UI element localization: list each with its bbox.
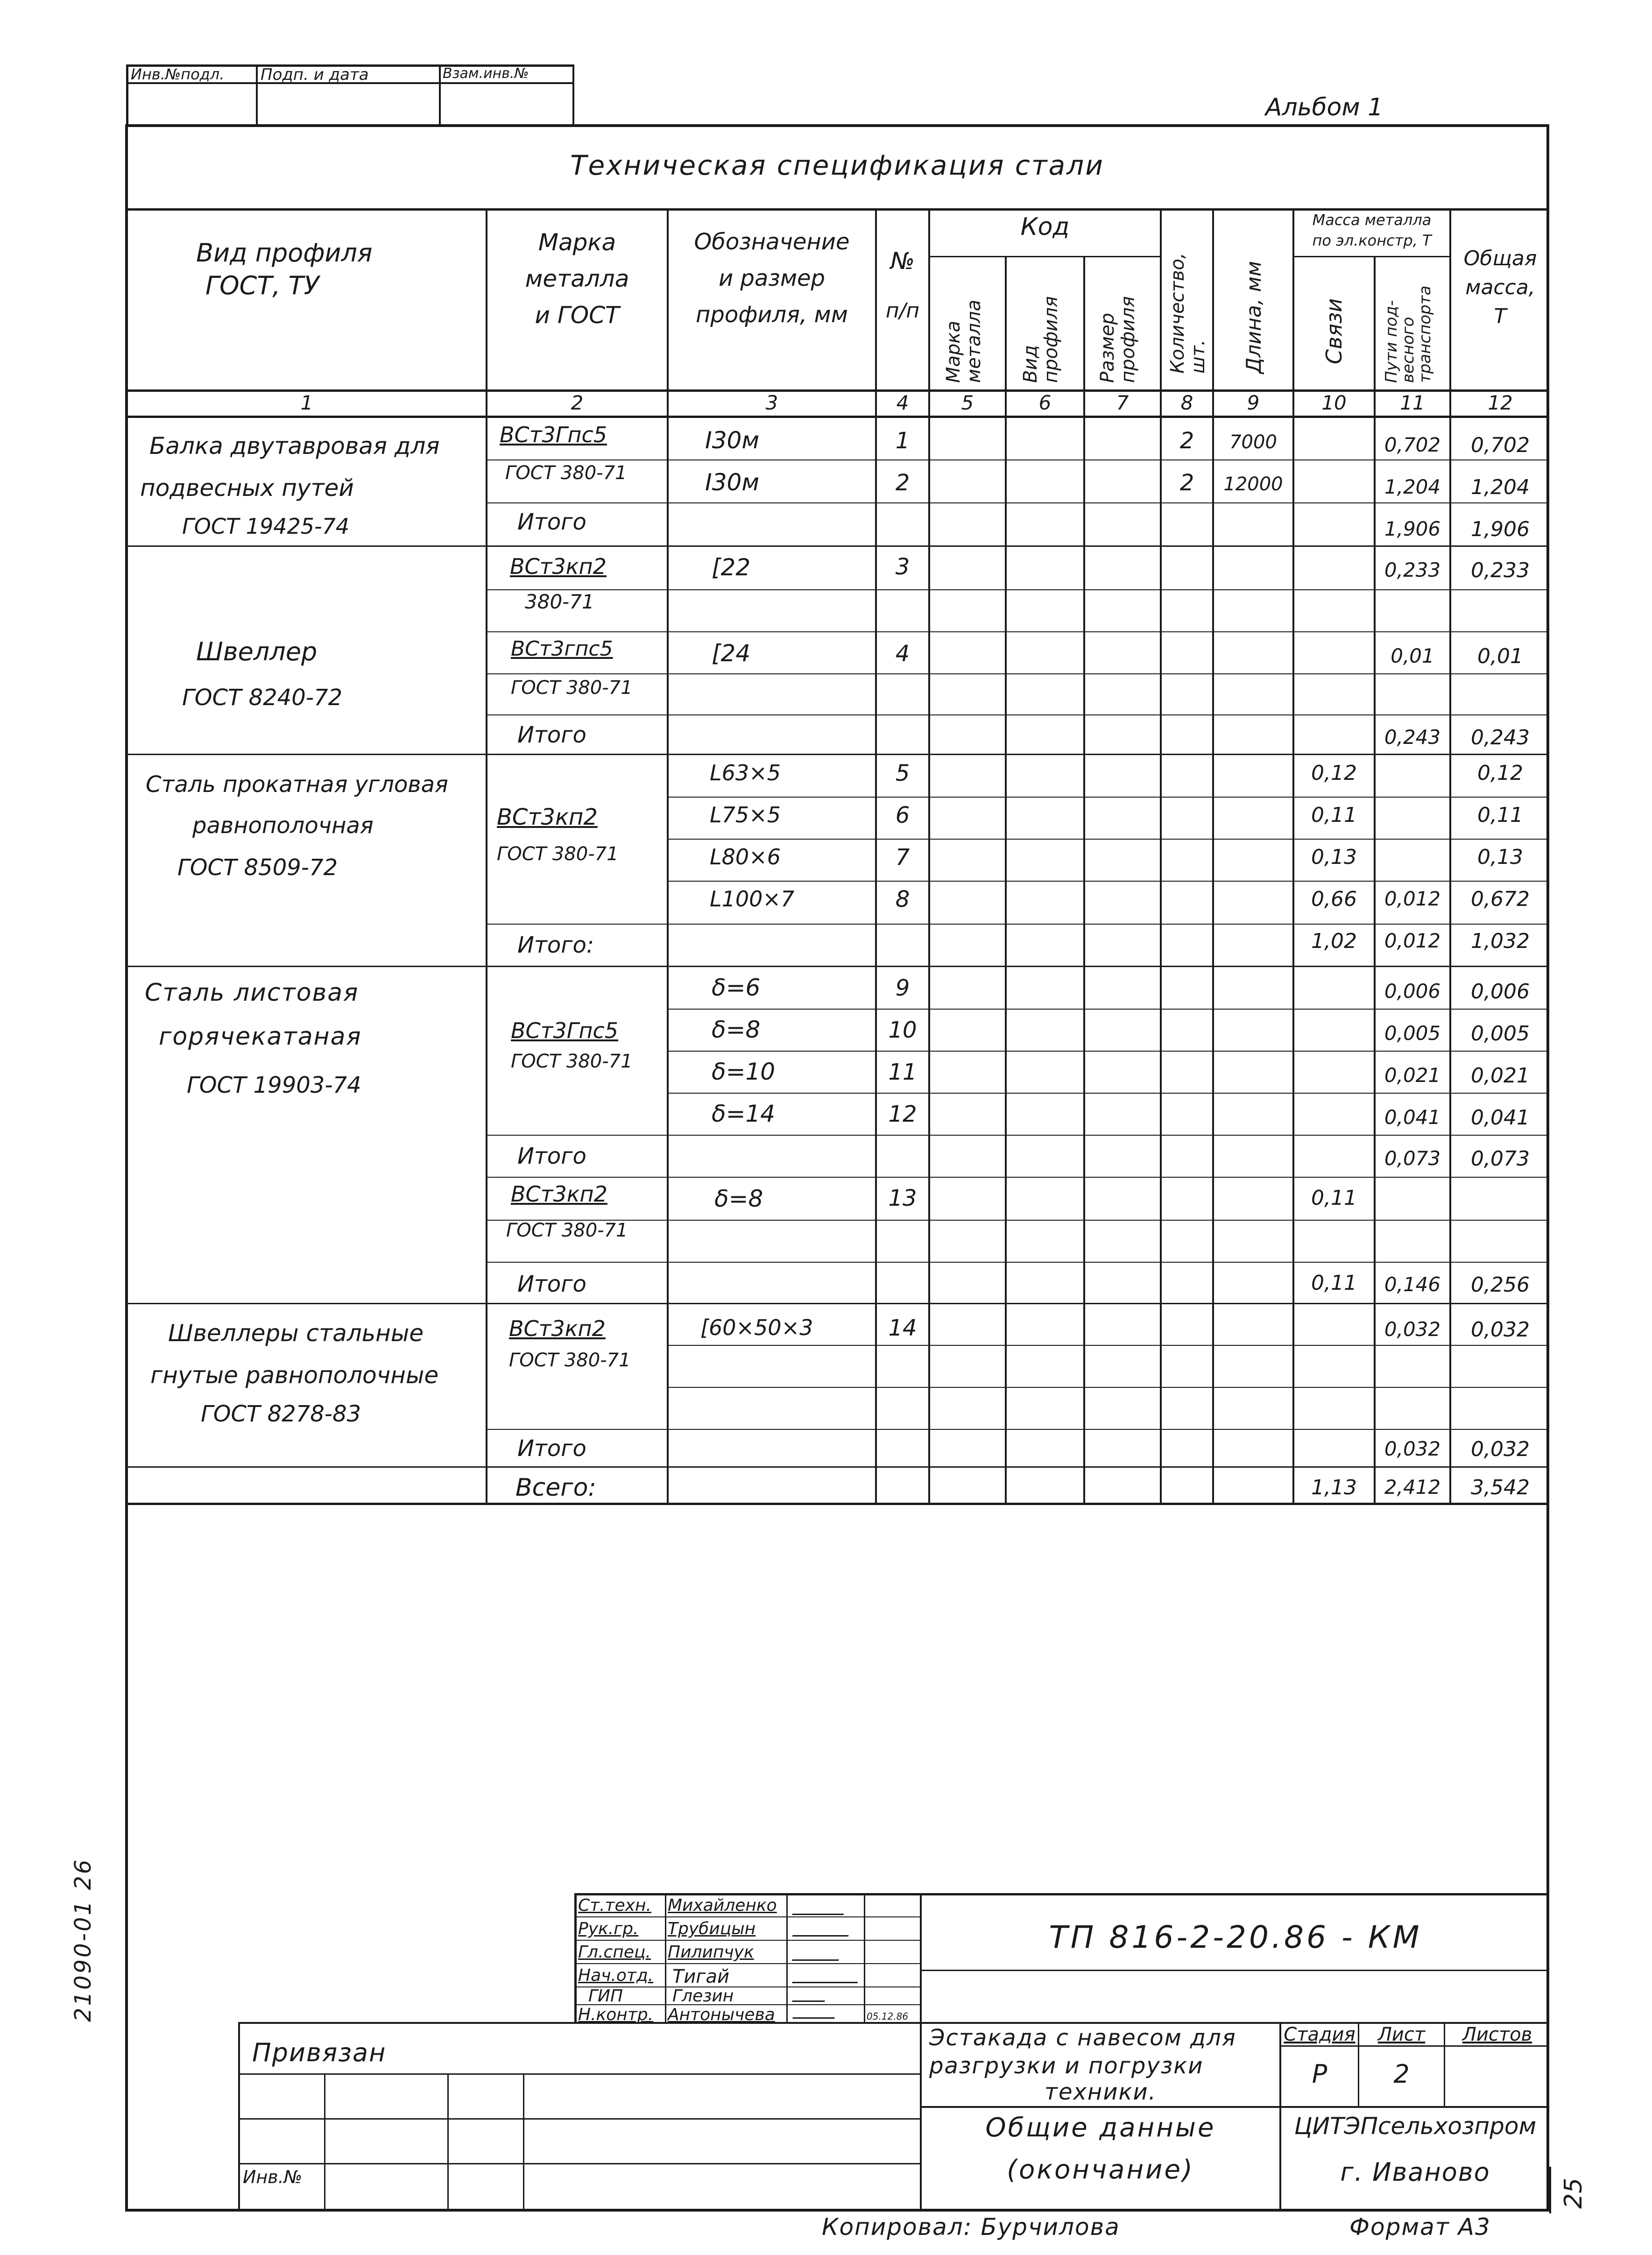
sv-13: 0,11: [1311, 1186, 1357, 1210]
sv-itogo-3: 1,02: [1311, 929, 1357, 953]
profile-4: [24: [712, 640, 751, 667]
role-4: Нач.отд.: [578, 1966, 654, 1985]
tot-6: 0,11: [1477, 803, 1523, 827]
org-city: г. Иваново: [1340, 2157, 1490, 2187]
row-n-11: 11: [888, 1059, 917, 1085]
profile-10: δ=8: [712, 1016, 761, 1043]
col-num-8: 8: [1180, 391, 1193, 414]
tot-vsego: 3,542: [1471, 1476, 1530, 1499]
col-num-3: 3: [765, 391, 778, 414]
profile-3: [22: [712, 554, 751, 581]
row-n-9: 9: [895, 975, 910, 1001]
col5-header: Марка металла: [943, 299, 985, 383]
group-4-line-1: Сталь листовая: [145, 979, 359, 1007]
pt-4: 0,01: [1391, 644, 1434, 667]
page-number: 25: [1560, 2177, 1588, 2209]
row-n-10: 10: [888, 1017, 917, 1043]
tot-3: 0,233: [1471, 558, 1530, 582]
sv-itogo-5: 0,11: [1311, 1271, 1357, 1295]
col11-header: Пути под- весного транспорта: [1382, 285, 1434, 383]
row-n-5: 5: [895, 760, 910, 786]
pt-itogo-4: 0,073: [1384, 1147, 1441, 1170]
pt-11: 0,021: [1384, 1064, 1441, 1087]
col1-header-1: Вид профиля: [196, 238, 373, 268]
col-num-10: 10: [1321, 391, 1347, 414]
col-num-11: 11: [1400, 391, 1425, 414]
row-n-1: 1: [895, 428, 910, 454]
signature-1: [792, 1905, 847, 1915]
stage-label: Стадия: [1284, 2024, 1355, 2045]
sv-6: 0,11: [1311, 803, 1357, 827]
tot-2: 1,204: [1471, 475, 1530, 499]
mark-3-b: ГОСТ 380-71: [497, 843, 619, 865]
profile-14: [60×50×3: [700, 1315, 813, 1340]
label-vsego: Всего:: [515, 1474, 596, 1502]
col3-header-3: профиля, мм: [696, 302, 848, 328]
tot-1: 0,702: [1471, 433, 1530, 457]
role-2: Рук.гр.: [578, 1919, 639, 1938]
profile-1: I30м: [705, 427, 760, 454]
pt-8: 0,012: [1384, 887, 1441, 910]
pt-itogo-6: 0,032: [1384, 1437, 1441, 1460]
signature-5: [792, 1991, 828, 2002]
col7-header: Размер профиля: [1097, 296, 1139, 383]
sign-date: 05.12.86: [867, 2011, 909, 2022]
qty-2: 2: [1179, 470, 1194, 496]
page-title: Техническая спецификация стали: [570, 149, 1104, 181]
tot-14: 0,032: [1471, 1318, 1530, 1342]
row-n-6: 6: [895, 802, 910, 828]
object-line-2: разгрузки и погрузки: [929, 2053, 1204, 2079]
group-5-line-1: Швеллеры стальные: [168, 1320, 424, 1347]
name-3: Пилипчук: [668, 1943, 754, 1962]
tot-5: 0,12: [1477, 761, 1523, 785]
name-5: Глезин: [672, 1986, 734, 2006]
col-num-12: 12: [1488, 391, 1513, 414]
group-3-line-2: равнополочная: [192, 813, 374, 839]
group-1-line-1: Балка двутавровая для: [149, 432, 440, 459]
col12-header-2: масса,: [1465, 276, 1535, 299]
col-num-7: 7: [1116, 391, 1129, 414]
sheet-value: 2: [1393, 2059, 1410, 2089]
row-n-14: 14: [888, 1315, 917, 1341]
col2-header-3: и ГОСТ: [535, 302, 620, 329]
group-3-line-3: ГОСТ 8509-72: [177, 855, 338, 881]
len-1: 7000: [1229, 431, 1277, 453]
kod-header: Код: [1020, 213, 1070, 241]
name-4: Тигай: [672, 1966, 729, 1987]
pt-2: 1,204: [1384, 475, 1441, 498]
col10-header: Связи: [1321, 298, 1347, 364]
copied-by: Копировал: Бурчилова: [822, 2213, 1120, 2241]
len-2: 12000: [1223, 474, 1283, 495]
org-name: ЦИТЭПсельхозпром: [1294, 2113, 1537, 2140]
group-1-line-3: ГОСТ 19425-74: [182, 514, 350, 539]
group-2-line-1: Швеллер: [196, 637, 318, 666]
pt-itogo-1: 1,906: [1384, 517, 1441, 540]
col-num-9: 9: [1247, 391, 1260, 414]
col6-header: Вид профиля: [1020, 296, 1062, 383]
group-5-line-3: ГОСТ 8278-83: [201, 1401, 361, 1427]
object-line-1: Эстакада с навесом для: [929, 2025, 1236, 2051]
col9-header: Длина, мм: [1242, 261, 1266, 374]
profile-12: δ=14: [712, 1100, 776, 1127]
profile-5: L63×5: [710, 760, 781, 785]
sv-8: 0,66: [1311, 887, 1357, 911]
role-1: Ст.техн.: [578, 1896, 651, 1915]
col4-header-2: п/п: [885, 299, 920, 323]
sv-7: 0,13: [1311, 845, 1357, 869]
profile-6: L75×5: [710, 802, 781, 827]
group-4-line-2: горячекатаная: [159, 1023, 362, 1051]
label-itogo-2: Итого: [517, 722, 586, 748]
tot-12: 0,041: [1471, 1106, 1530, 1130]
row-n-12: 12: [888, 1101, 917, 1127]
tot-itogo-3: 1,032: [1471, 929, 1530, 953]
stage-value: Р: [1312, 2059, 1327, 2089]
row-n-4: 4: [895, 641, 910, 667]
group-2-line-2: ГОСТ 8240-72: [182, 685, 343, 711]
signature-4: [792, 1973, 861, 1983]
sheet-label: Лист: [1377, 2024, 1426, 2045]
pt-itogo-5: 0,146: [1384, 1273, 1441, 1296]
label-itogo-3: Итого:: [517, 932, 594, 958]
group-1-line-2: подвесных путей: [140, 474, 354, 502]
album-label: Альбом 1: [1265, 93, 1384, 121]
label-itogo-5: Итого: [517, 1271, 586, 1297]
sheets-label: Листов: [1462, 2024, 1532, 2045]
profile-11: δ=10: [712, 1058, 776, 1085]
vzam-label: Взам.инв.№: [443, 65, 529, 82]
inv-podl-label: Инв.№подл.: [131, 65, 225, 83]
side-code: 21090-01 26: [70, 1858, 96, 2022]
mark-2b-a: ВСт3гпс5: [511, 637, 613, 661]
privyazan-label: Привязан: [252, 2038, 387, 2067]
tot-itogo-6: 0,032: [1471, 1437, 1530, 1461]
col-num-2: 2: [571, 391, 584, 414]
mark-4b-a: ВСт3кп2: [511, 1181, 607, 1207]
mark-2a-b: 380-71: [525, 590, 594, 613]
signature-6: [792, 2011, 837, 2019]
pt-itogo-2: 0,243: [1384, 726, 1441, 749]
role-3: Гл.спец.: [578, 1943, 651, 1962]
mark-4a-b: ГОСТ 380-71: [511, 1051, 633, 1072]
tot-4: 0,01: [1477, 644, 1523, 668]
name-2: Трубицын: [668, 1919, 756, 1938]
pt-3: 0,233: [1384, 558, 1441, 581]
group-3-line-1: Сталь прокатная угловая: [146, 771, 448, 798]
pt-vsego: 2,412: [1384, 1476, 1441, 1499]
profile-2: I30м: [705, 469, 760, 496]
col12-header-3: Т: [1494, 304, 1507, 328]
tot-10: 0,005: [1471, 1022, 1530, 1046]
tot-8: 0,672: [1471, 887, 1530, 911]
profile-13: δ=8: [714, 1185, 763, 1212]
group-4-line-3: ГОСТ 19903-74: [187, 1072, 361, 1098]
sv-5: 0,12: [1311, 761, 1357, 785]
sheet-title-1: Общие данные: [985, 2113, 1216, 2143]
col3-header-1: Обозначение: [694, 229, 850, 255]
col4-header-1: №: [890, 247, 915, 275]
tot-9: 0,006: [1471, 980, 1530, 1004]
col-num-1: 1: [300, 391, 313, 414]
col-num-4: 4: [896, 391, 909, 414]
pt-10: 0,005: [1384, 1022, 1441, 1045]
pt-1: 0,702: [1384, 433, 1441, 456]
col-num-5: 5: [961, 391, 974, 414]
profile-9: δ=6: [712, 974, 761, 1001]
signature-3: [792, 1950, 842, 1961]
row-n-3: 3: [895, 554, 910, 580]
inv-label: Инв.№: [243, 2167, 303, 2187]
tot-itogo-5: 0,256: [1471, 1273, 1530, 1297]
group-5-line-2: гнутые равнополочные: [150, 1362, 439, 1389]
pt-14: 0,032: [1384, 1318, 1441, 1341]
pt-itogo-3: 0,012: [1384, 929, 1441, 952]
tot-7: 0,13: [1477, 845, 1523, 869]
label-itogo-6: Итого: [517, 1435, 586, 1462]
qty-1: 2: [1179, 428, 1194, 454]
mark-5-b: ГОСТ 380-71: [509, 1350, 631, 1371]
mass-header-1: Масса металла: [1312, 211, 1432, 229]
sv-vsego: 1,13: [1311, 1476, 1357, 1499]
mark-1-b: ГОСТ 380-71: [505, 462, 627, 484]
object-line-3: техники.: [1045, 2079, 1157, 2105]
tot-11: 0,021: [1471, 1064, 1530, 1088]
col3-header-2: и размер: [718, 265, 826, 291]
podp-data-label: Подп. и дата: [261, 65, 369, 84]
col1-header-2: ГОСТ, ТУ: [205, 271, 319, 300]
mark-4b-b: ГОСТ 380-71: [506, 1220, 628, 1241]
name-1: Михайленко: [668, 1896, 777, 1915]
row-n-2: 2: [895, 470, 910, 496]
tot-itogo-1: 1,906: [1471, 517, 1530, 541]
col2-header-2: металла: [525, 265, 629, 292]
col-num-6: 6: [1038, 391, 1052, 414]
tot-itogo-2: 0,243: [1471, 726, 1530, 749]
mark-3-a: ВСт3кп2: [497, 804, 598, 830]
col8-header: Количество, шт.: [1167, 253, 1209, 374]
pt-12: 0,041: [1384, 1106, 1441, 1129]
mark-2b-b: ГОСТ 380-71: [511, 677, 633, 699]
row-n-13: 13: [888, 1185, 917, 1211]
profile-8: L100×7: [710, 886, 795, 912]
profile-7: L80×6: [710, 844, 781, 869]
sheet-title-2: (окончание): [1007, 2155, 1194, 2185]
mark-5-a: ВСт3кп2: [509, 1316, 606, 1341]
pt-9: 0,006: [1384, 980, 1441, 1003]
mass-header-2: по эл.констр, Т: [1312, 232, 1432, 249]
label-itogo-1: Итого: [517, 509, 586, 535]
mark-4a-a: ВСт3Гпс5: [511, 1018, 618, 1043]
mark-2a-a: ВСт3кп2: [510, 554, 607, 579]
doc-code: ТП 816-2-20.86 - КМ: [1049, 1919, 1422, 1955]
signature-2: [792, 1928, 852, 1937]
role-5: ГИП: [588, 1986, 623, 2006]
label-itogo-4: Итого: [517, 1143, 586, 1169]
col2-header-1: Марка: [538, 229, 616, 256]
tot-itogo-4: 0,073: [1471, 1147, 1530, 1171]
row-n-8: 8: [895, 886, 910, 912]
col12-header-1: Общая: [1463, 247, 1537, 270]
role-6: Н.контр.: [578, 2005, 654, 2024]
row-n-7: 7: [895, 844, 910, 870]
format-label: Формат А3: [1349, 2213, 1491, 2241]
name-6: Антонычева: [668, 2005, 775, 2024]
mark-1-a: ВСт3Гпс5: [500, 422, 607, 447]
